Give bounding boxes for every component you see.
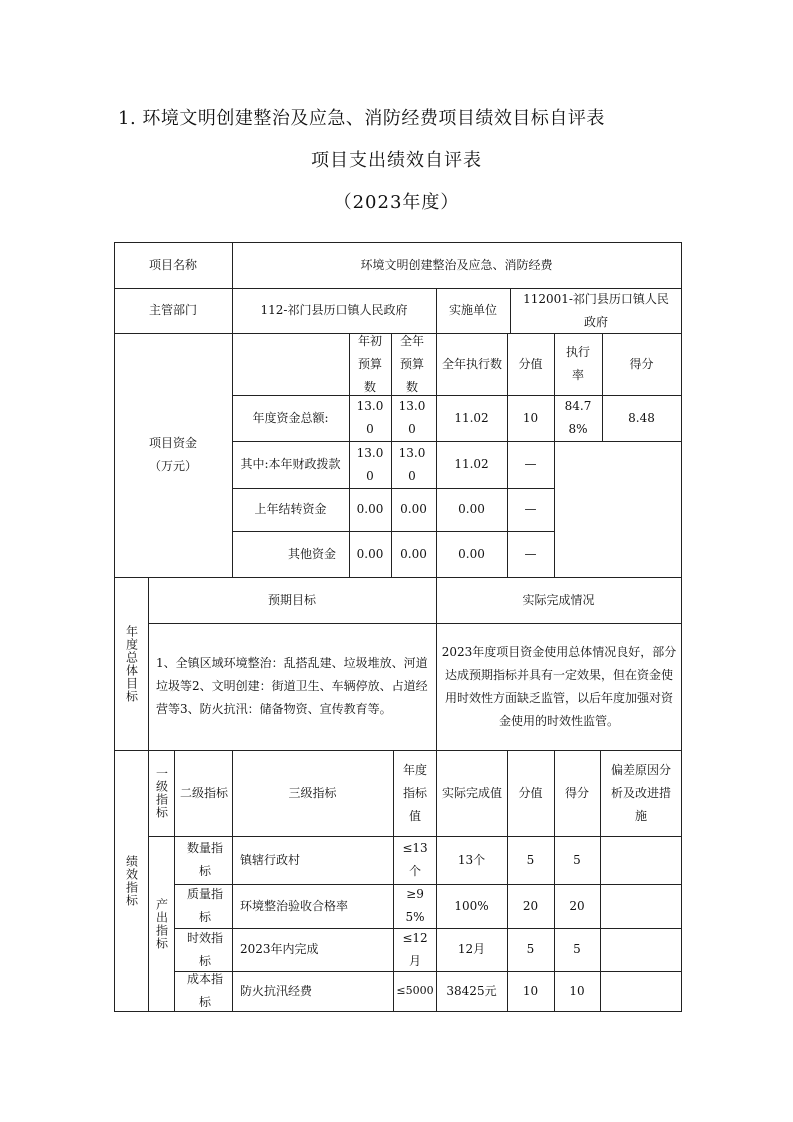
fund-row-budget-start: 0.00	[356, 502, 384, 516]
fund-row-name: 其他资金	[287, 546, 336, 561]
department-label: 主管部门	[148, 303, 197, 317]
indicator-actual: 38425元	[446, 983, 497, 998]
annual-goals-label: 年度总体目标	[124, 624, 139, 703]
fund-row-name: 上年结转资金	[254, 502, 327, 516]
header-level3: 三级指标	[288, 785, 337, 800]
indicator-actual: 12月	[457, 942, 486, 956]
header-budget-year: 全年预算数	[399, 333, 424, 394]
fund-row-score: 8.48	[628, 410, 655, 425]
indicator-score-value: 10	[522, 983, 539, 998]
header-score-value: 分值	[518, 785, 543, 800]
fiscal-year: （2023年度）	[333, 192, 460, 213]
indicator-level3: 防火抗汛经费	[240, 983, 313, 998]
indicator-level3: 2023年内完成	[240, 942, 319, 956]
fund-row-budget-year: 0.00	[400, 502, 427, 516]
table-subtitle: 项目支出绩效自评表	[311, 150, 482, 171]
indicator-level2: 质量指标	[186, 887, 223, 924]
fund-row-budget-year: 13.00	[398, 399, 426, 436]
fund-row-budget-year: 13.00	[398, 445, 426, 483]
indicator-score-value: 5	[526, 942, 535, 956]
document-title: 1. 环境文明创建整治及应急、消防经费项目绩效目标自评表	[118, 108, 605, 129]
header-execution: 全年执行数	[442, 356, 503, 371]
header-execution-rate: 执行率	[565, 345, 590, 382]
indicator-target: ≤13个	[402, 841, 428, 878]
indicator-score-value: 5	[526, 852, 535, 867]
implementing-unit-label: 实施单位	[448, 303, 497, 317]
indicator-actual: 13个	[457, 852, 486, 867]
funds-label: 项目资金（万元）	[148, 436, 197, 473]
fund-row-execution: 11.02	[454, 410, 489, 425]
expected-goals-header: 预期目标	[267, 592, 316, 607]
fund-row-execution: 0.00	[458, 546, 485, 561]
implementing-unit-value: 112001-祁门县历口镇人民政府	[523, 291, 669, 329]
indicator-actual: 100%	[454, 898, 489, 913]
actual-completion-header: 实际完成情况	[522, 592, 595, 607]
header-score: 得分	[564, 785, 589, 800]
fund-row-budget-year: 0.00	[400, 546, 427, 561]
indicator-level3: 镇辖行政村	[240, 852, 301, 867]
indicator-level2: 成本指标	[186, 972, 223, 1009]
output-indicators-label: 产出指标	[154, 898, 169, 950]
fund-row-score-value: —	[524, 546, 537, 561]
actual-completion-text: 2023年度项目资金使用总体情况良好，部分达成预期指标并具有一定效果，但在资金使用时效性方面缺乏监管，以后年度加强对资金使用的时效性监管。	[441, 644, 677, 728]
header-budget-start: 年初预算数	[357, 333, 382, 394]
header-score-value: 分值	[518, 356, 543, 371]
header-level1: 一级指标	[154, 767, 169, 819]
header-level2: 二级指标	[180, 785, 229, 800]
fund-row-budget-start: 13.00	[356, 399, 384, 436]
indicator-target: ≤5000	[396, 984, 434, 997]
indicator-score: 5	[573, 942, 581, 956]
indicator-score: 5	[573, 852, 581, 867]
fund-row-name: 年度资金总额:	[252, 410, 329, 425]
fund-row-rate: 84.78%	[564, 399, 592, 436]
header-actual-value: 实际完成值	[442, 785, 503, 800]
indicator-target: ≥95%	[405, 887, 425, 924]
department-value: 112-祁门县历口镇人民政府	[260, 303, 408, 317]
fund-row-name: 其中:本年财政拨款	[240, 457, 341, 471]
indicator-score: 20	[569, 898, 585, 913]
project-name-label: 项目名称	[148, 257, 197, 272]
indicator-target: ≤12月	[402, 930, 428, 968]
fund-row-budget-start: 13.00	[356, 445, 384, 483]
fund-row-score-value: —	[524, 502, 537, 516]
fund-row-budget-start: 0.00	[356, 546, 384, 561]
header-annual-target: 年度指标值	[402, 762, 427, 823]
indicator-level3: 环境整治验收合格率	[240, 898, 349, 913]
fund-row-execution: 11.02	[454, 457, 489, 471]
indicator-level2: 时效指标	[186, 930, 223, 968]
expected-goals-text: 1、全镇区域环境整治：乱搭乱建、垃圾堆放、河道垃圾等2、文明创建：街道卫生、车辆停放、占道经营等3、防火抗汛：储备物资、宣传教育等。	[156, 656, 428, 716]
fund-row-execution: 0.00	[458, 502, 485, 516]
fund-row-score-value: —	[524, 457, 537, 471]
project-name-value: 环境文明创建整治及应急、消防经费	[360, 257, 553, 272]
indicator-score: 10	[569, 983, 585, 998]
fund-row-score-value: 10	[522, 410, 539, 425]
header-score: 得分	[629, 356, 654, 371]
indicators-label: 绩效指标	[124, 855, 139, 907]
header-deviation-reason: 偏差原因分析及改进措施	[610, 762, 671, 823]
indicator-level2: 数量指标	[186, 841, 223, 878]
indicator-score-value: 20	[522, 898, 539, 913]
